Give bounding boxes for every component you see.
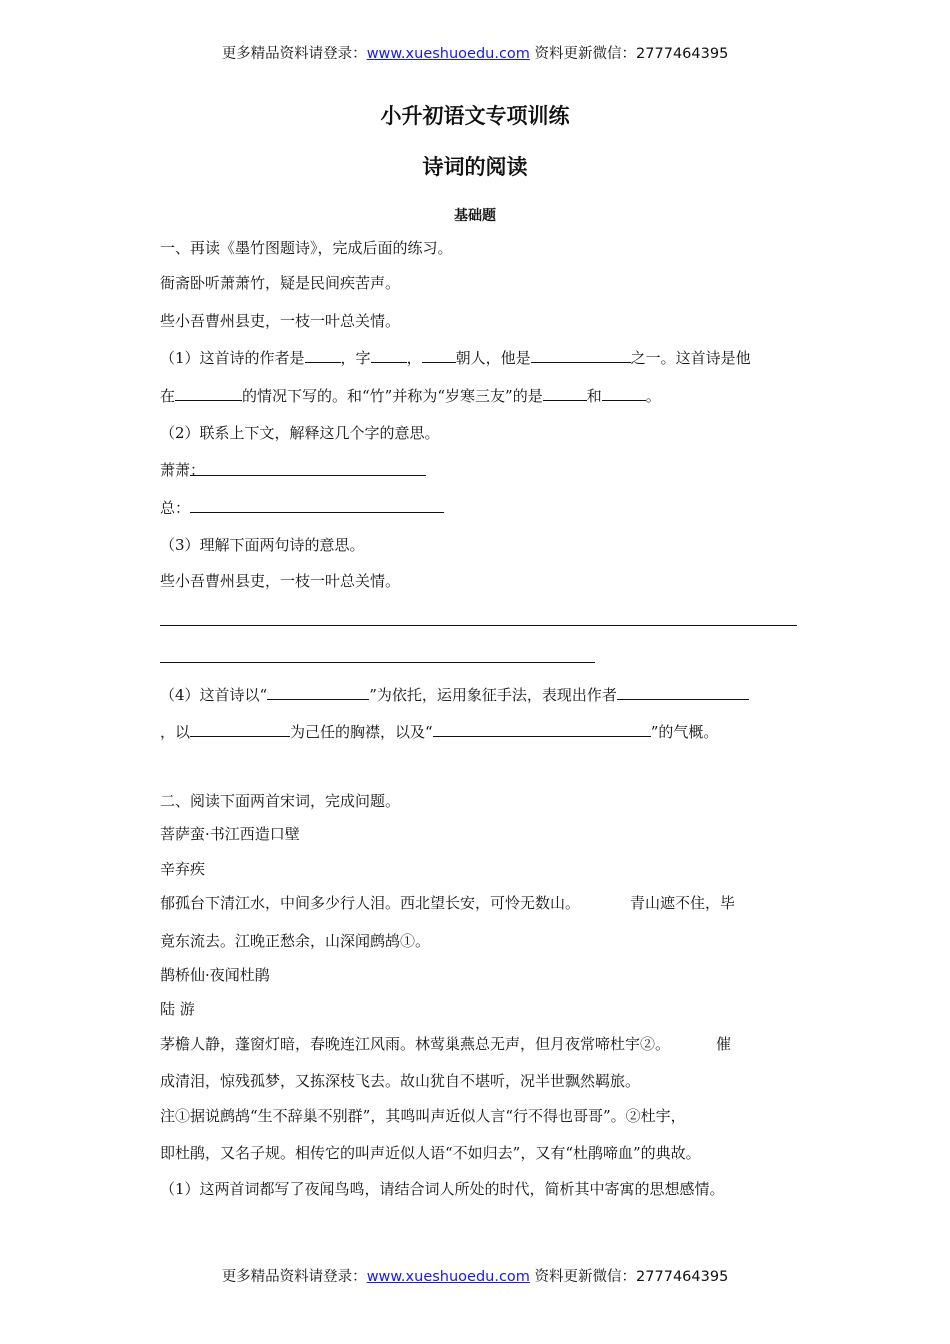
part1-heading: 一、再读《墨竹图题诗》，完成后面的练习。: [160, 239, 453, 257]
document-title: 小升初语文专项训练: [380, 104, 570, 128]
q1-text-i: 。: [645, 387, 661, 405]
poem-1-text-line-2: 竟东流去。江晚正愁余，山深闻鹧鸪①。: [160, 932, 431, 950]
poem-2-text-line-1: 茅檐人静，蓬窗灯暗，春晚连江风雨。林莺巢燕总无声，但月夜常啼杜宇②。 催: [160, 1035, 732, 1053]
q4-text-a: （4）这首诗以“: [160, 686, 268, 704]
poem-1-author: 辛弃疾: [160, 860, 206, 878]
page-footer: [0, 1265, 950, 1286]
note-line-2: 即杜鹃，又名子规。相传它的叫声近似人语“不如归去”，又有“杜鹃啼血”的典故。: [160, 1144, 701, 1162]
answer-blank-spirit[interactable]: [433, 721, 651, 737]
q1-text-g: 的情况下写的。和“竹”并称为“岁寒三友”的是: [242, 387, 543, 405]
q4-text-b: ”为依托，运用象征手法，表现出作者: [369, 686, 617, 704]
footer-suffix: 资料更新微信：2777464395: [529, 1269, 729, 1285]
part2-question-1: （1）这两首词都写了夜闻鸟鸣，请结合词人所处的时代，简析其中寄寓的思想感情。: [160, 1180, 725, 1198]
poem-1-title: 菩萨蛮·书江西造口壁: [160, 825, 300, 843]
answer-blank-expression[interactable]: [617, 684, 749, 700]
answer-blank-word-1[interactable]: ：: [190, 460, 426, 476]
q4-text-d: 为己任的胸襟，以及“: [290, 723, 433, 741]
question-3: （3）理解下面两句诗的意思。: [160, 536, 365, 554]
poem-2-text-line-2: 成清泪，惊残孤梦，又拣深枝飞去。故山犹自不堪听，况半世飘然羁旅。: [160, 1072, 641, 1090]
question-4-line-2: [160, 721, 718, 742]
poem-line-2: 些小吾曹州县吏，一枝一叶总关情。: [160, 312, 401, 330]
section-label: 基础题: [454, 208, 496, 224]
answer-blank-friend-1[interactable]: [543, 385, 587, 401]
question-1-line-1: [160, 347, 751, 368]
answer-blank-situation[interactable]: [175, 385, 242, 401]
question-3-poem-line: 些小吾曹州县吏，一枝一叶总关情。: [160, 572, 401, 590]
footer-prefix: 更多精品资料请登录：: [221, 1269, 367, 1285]
poem-line-1: 衙斋卧听萧萧竹，疑是民间疾苦声。: [160, 274, 401, 292]
q1-text-f: 在: [160, 387, 176, 405]
answer-blank-word-2[interactable]: [190, 497, 444, 513]
question-2-word-2: [160, 497, 444, 518]
question-4-line-1: [160, 684, 749, 705]
answer-line-2[interactable]: [160, 662, 595, 663]
page-header: [0, 42, 950, 63]
question-2-word-1: [160, 460, 426, 480]
poem-1-text-line-1: 郁孤台下清江水，中间多少行人泪。西北望长安，可怜无数山。 青山遮不住，毕: [160, 894, 736, 912]
answer-blank-group[interactable]: [531, 347, 631, 363]
q1-text-a: （1）这首诗的作者是: [160, 349, 305, 367]
question-2: （2）联系上下文，解释这几个字的意思。: [160, 424, 440, 442]
header-suffix: 资料更新微信：2777464395: [529, 46, 729, 62]
q1-text-b: ，字: [340, 349, 371, 367]
word-1-label: 萧萧: [160, 461, 191, 479]
part2-heading: 二、阅读下面两首宋词，完成问题。: [160, 792, 401, 810]
q1-text-e: 之一。这首诗是他: [630, 349, 751, 367]
document-subtitle: 诗词的阅读: [422, 155, 528, 179]
header-prefix: 更多精品资料请登录：: [221, 46, 367, 62]
answer-blank-dynasty[interactable]: [422, 347, 456, 363]
poem-2-title: 鹊桥仙·夜闻杜鹃: [160, 966, 270, 984]
footer-link[interactable]: www.xueshuoedu.com: [366, 1269, 530, 1285]
answer-blank-friend-2[interactable]: [602, 385, 646, 401]
answer-blank-courtesy-name[interactable]: [371, 347, 407, 363]
note-line-1: 注①据说鹧鸪“生不辞巢不别群”，其鸣叫声近似人言“行不得也哥哥”。②杜宇，: [160, 1107, 686, 1125]
q1-text-h: 和: [586, 387, 602, 405]
answer-blank-object[interactable]: [267, 684, 369, 700]
q4-text-c: ，以: [160, 723, 191, 741]
answer-blank-duty[interactable]: [190, 721, 290, 737]
answer-blank-author[interactable]: [305, 347, 341, 363]
word-2-label: 总：: [160, 499, 191, 517]
question-1-line-2: [160, 385, 661, 406]
answer-line-1[interactable]: [160, 625, 797, 626]
header-link[interactable]: www.xueshuoedu.com: [366, 46, 530, 62]
q1-text-c: ，: [406, 349, 422, 367]
q4-text-e: ”的气概。: [650, 723, 719, 741]
poem-2-author: 陆 游: [160, 1000, 195, 1018]
q1-text-d: 朝人，他是: [455, 349, 531, 367]
